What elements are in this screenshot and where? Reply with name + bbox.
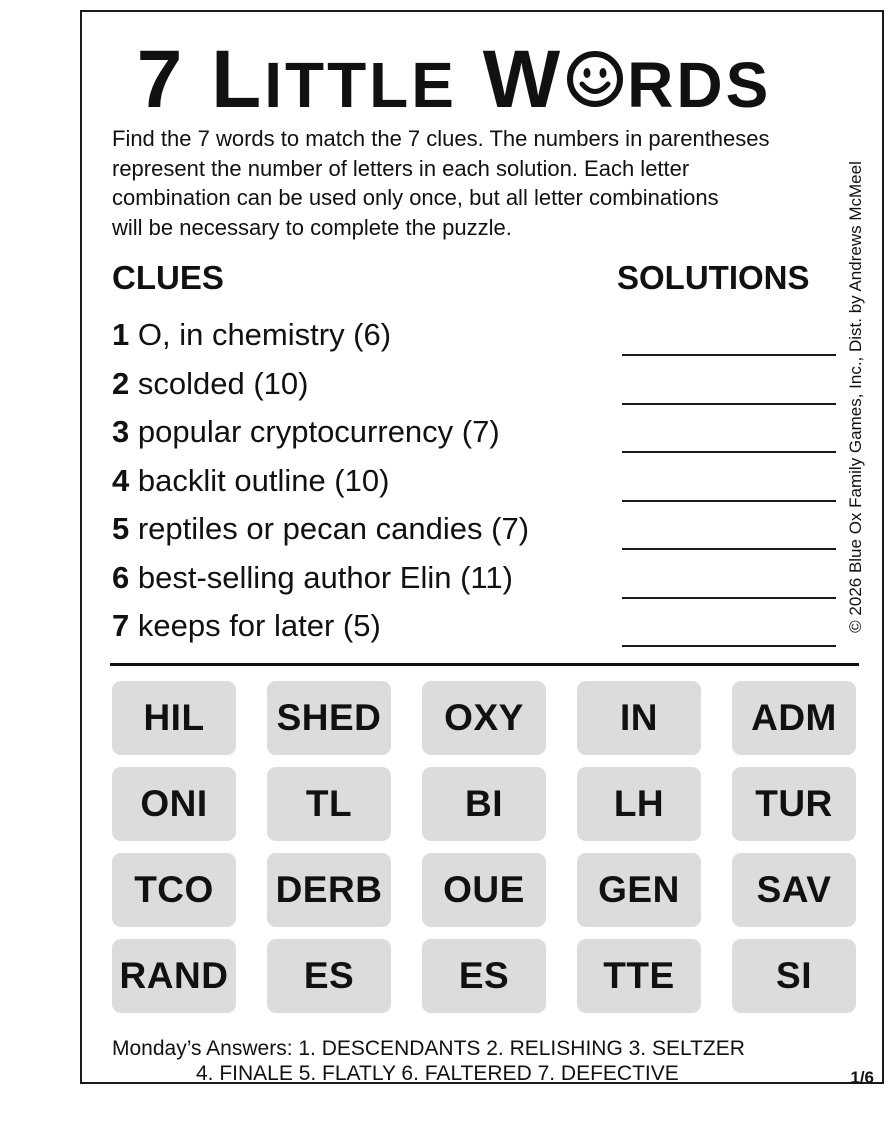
clue-text: reptiles or pecan candies (7) [129, 511, 530, 546]
letter-tile[interactable]: SHED [267, 681, 391, 755]
solution-blank[interactable] [622, 451, 836, 453]
clue-text: scolded (10) [129, 365, 309, 401]
solution-blank[interactable] [622, 597, 836, 599]
letter-tile[interactable]: SI [732, 939, 856, 1013]
clue-number: 7 [112, 608, 130, 643]
title-word-words: W RDS [482, 34, 772, 125]
clue-number: 1 [112, 317, 130, 352]
instructions-line: combination can be used only once, but all letter combinations [112, 185, 719, 210]
clue-row [112, 606, 832, 655]
letter-tile[interactable]: LH [577, 767, 701, 841]
letter-tile[interactable]: ONI [112, 767, 236, 841]
letter-tile[interactable]: TCO [112, 853, 236, 927]
clue-row [112, 509, 832, 558]
clue-row [112, 315, 832, 364]
clue-row [112, 461, 832, 510]
puzzle-frame [80, 10, 884, 1087]
instructions-line: represent the number of letters in each solution. Each letter [112, 155, 690, 181]
smiley-face-icon [565, 49, 625, 109]
title-digit: 7 [136, 34, 186, 125]
letter-tile[interactable]: SAV [732, 853, 856, 927]
solution-blank[interactable] [622, 500, 836, 502]
letter-tile[interactable]: ADM [732, 681, 856, 755]
letter-tile[interactable]: DERB [267, 853, 391, 927]
letter-tile[interactable]: RAND [112, 939, 236, 1013]
clue-number: 6 [112, 559, 130, 595]
clue-list [112, 315, 832, 655]
puzzle-date: 1/6 [850, 1068, 874, 1087]
answers-line: 4. FINALE 5. FLATLY 6. FALTERED 7. DEFECTIVE [196, 1062, 679, 1085]
clue-row [112, 364, 832, 413]
solution-blank[interactable] [622, 403, 836, 405]
letter-tile[interactable]: OXY [422, 681, 546, 755]
instructions-line: Find the 7 words to match the 7 clues. The numbers in parentheses [112, 126, 770, 151]
solutions-header: SOLUTIONS [617, 259, 810, 296]
copyright-credit: © 2026 Blue Ox Family Games, Inc., Dist. by Andrews McMeel [846, 161, 865, 633]
letter-tile[interactable]: ES [422, 939, 546, 1013]
answers-line: Monday’s Answers: 1. DESCENDANTS 2. RELISHING 3. SELTZER [112, 1037, 745, 1060]
instructions-line: will be necessary to complete the puzzle. [112, 214, 512, 240]
clue-text: popular cryptocurrency (7) [129, 414, 500, 449]
section-divider [110, 663, 859, 666]
solution-blank[interactable] [622, 354, 836, 356]
clue-text: backlit outline (10) [129, 462, 390, 498]
clue-text: keeps for later (5) [129, 608, 381, 643]
letter-tile[interactable]: TTE [577, 939, 701, 1013]
solution-blank[interactable] [622, 548, 836, 550]
instructions [112, 124, 872, 242]
clue-number: 2 [112, 365, 130, 401]
letter-tile[interactable]: TUR [732, 767, 856, 841]
clue-row [112, 558, 832, 607]
letter-tile[interactable]: ES [267, 939, 391, 1013]
title-word-little: LITTLE [211, 34, 457, 125]
solution-blank[interactable] [622, 645, 836, 647]
previous-answers [82, 1036, 882, 1086]
clue-number: 4 [112, 462, 130, 498]
letter-tile[interactable]: GEN [577, 853, 701, 927]
clue-text: best-selling author Elin (11) [129, 559, 513, 595]
puzzle-title [82, 30, 826, 135]
letter-tile-grid [110, 681, 860, 1021]
clue-text: O, in chemistry (6) [129, 317, 392, 352]
clues-header: CLUES [112, 259, 224, 296]
letter-tile[interactable]: OUE [422, 853, 546, 927]
letter-tile[interactable]: IN [577, 681, 701, 755]
clue-row [112, 412, 832, 461]
letter-tile[interactable]: TL [267, 767, 391, 841]
letter-tile[interactable]: BI [422, 767, 546, 841]
clue-number: 5 [112, 511, 130, 546]
letter-tile[interactable]: HIL [112, 681, 236, 755]
clue-number: 3 [112, 414, 130, 449]
